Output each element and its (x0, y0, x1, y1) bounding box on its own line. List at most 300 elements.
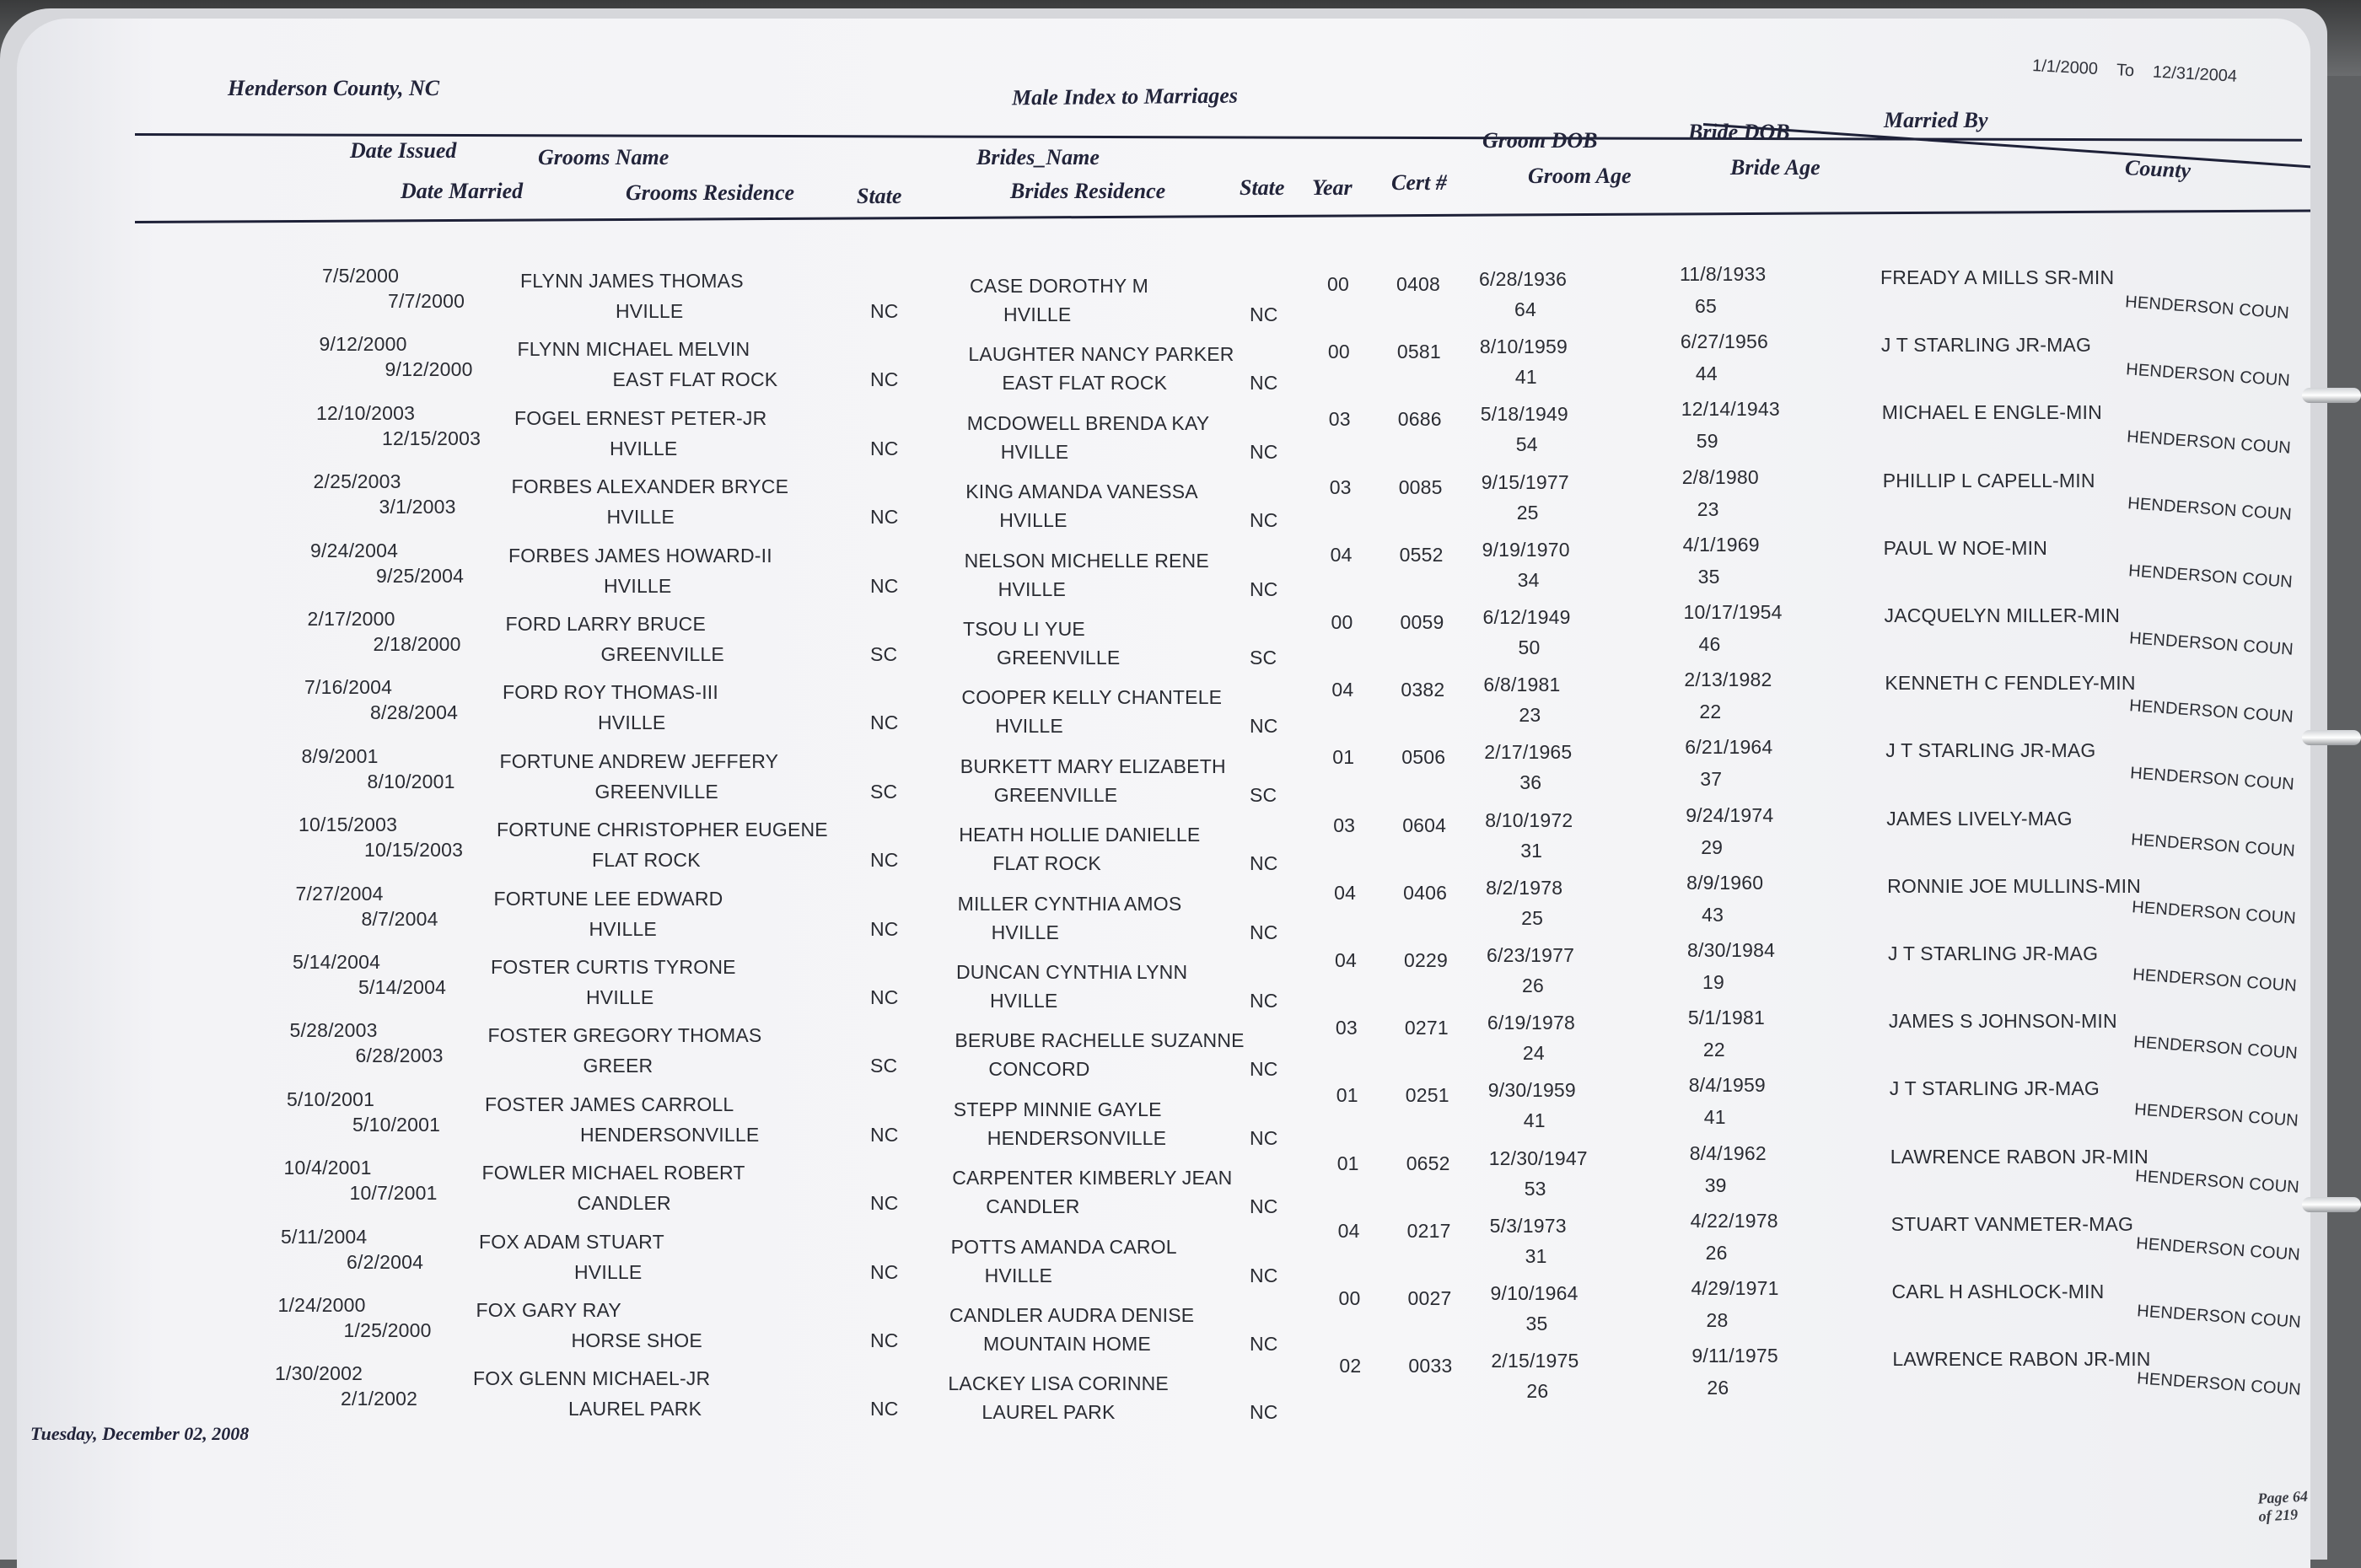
cell-groom-age: 26 (1522, 975, 1544, 996)
cell-date-married: 6/2/2004 (347, 1250, 424, 1273)
cell-groom-state: NC (870, 849, 899, 872)
cell-bride-name: CARPENTER KIMBERLY JEAN (952, 1167, 1233, 1189)
cell-groom-dob: 12/30/1947 (1488, 1146, 1588, 1169)
cell-date-married: 10/15/2003 (364, 839, 464, 862)
cell-groom-state: NC (870, 1192, 899, 1215)
cell-cert-number: 0552 (1399, 543, 1444, 566)
cell-groom-name: FORBES ALEXANDER BRYCE (511, 475, 789, 498)
cell-married-by: STUART VANMETER-MAG (1890, 1212, 2134, 1235)
col-bride-age: Bride Age (1730, 155, 1820, 180)
cell-county: HENDERSON COUN (2128, 696, 2295, 727)
cell-bride-name: DUNCAN CYNTHIA LYNN (956, 961, 1188, 983)
cell-married-by: PHILLIP L CAPELL-MIN (1882, 469, 2095, 491)
cell-bride-dob: 12/14/1943 (1681, 398, 1780, 421)
cell-date-married: 7/7/2000 (388, 290, 465, 312)
table-row (17, 1007, 2310, 1087)
cell-bride-age: 28 (1706, 1309, 1729, 1331)
cell-bride-age: 23 (1697, 497, 1719, 520)
cell-groom-residence: GREENVILLE (594, 780, 718, 803)
cell-groom-age: 36 (1519, 771, 1542, 794)
cell-date-issued: 7/5/2000 (322, 265, 400, 287)
cell-bride-state: NC (1250, 1126, 1278, 1149)
cell-groom-residence: HVILLE (604, 574, 672, 597)
col-groom-age: Groom Age (1528, 164, 1632, 188)
cell-bride-name: POTTS AMANDA CAROL (950, 1235, 1177, 1258)
cell-date-married: 6/28/2003 (355, 1044, 444, 1067)
cell-bride-state: NC (1250, 303, 1278, 325)
table-row (17, 265, 2310, 332)
cell-bride-state: NC (1250, 509, 1278, 532)
cell-year: 03 (1328, 408, 1351, 431)
cell-groom-name: FORD ROY THOMAS-III (503, 681, 718, 704)
cell-county: HENDERSON COUN (2135, 1234, 2301, 1265)
cell-bride-age: 19 (1702, 971, 1724, 993)
cell-groom-name: FOX GARY RAY (476, 1299, 621, 1321)
cell-groom-age: 25 (1521, 906, 1544, 929)
table-row (17, 939, 2310, 1018)
cell-year: 04 (1331, 679, 1354, 701)
cell-bride-residence: CONCORD (988, 1058, 1090, 1081)
cell-county: HENDERSON COUN (2134, 1167, 2300, 1198)
cell-married-by: CARL H ASHLOCK-MIN (1891, 1281, 2105, 1302)
cell-married-by: JACQUELYN MILLER-MIN (1884, 604, 2121, 626)
ledger-page (17, 19, 2310, 1568)
cell-bride-age: 39 (1704, 1173, 1727, 1196)
cell-bride-dob: 8/4/1959 (1688, 1074, 1766, 1097)
cell-bride-dob: 4/29/1971 (1691, 1277, 1779, 1299)
cell-married-by: LAWRENCE RABON JR-MIN (1890, 1145, 2149, 1168)
cell-year: 02 (1339, 1355, 1362, 1377)
cell-groom-name: FOSTER GREGORY THOMAS (487, 1024, 762, 1047)
cell-groom-residence: HORSE SHOE (571, 1329, 702, 1351)
cell-date-issued: 1/24/2000 (277, 1294, 366, 1316)
cell-married-by: LAWRENCE RABON JR-MIN (1892, 1348, 2151, 1371)
cell-date-married: 2/1/2002 (341, 1388, 418, 1410)
cell-bride-dob: 2/8/1980 (1681, 465, 1759, 488)
cell-bride-name: TSOU LI YUE (963, 618, 1085, 640)
cell-year: 03 (1333, 814, 1356, 836)
cell-county: HENDERSON COUN (2129, 763, 2295, 794)
cell-groom-state: NC (870, 1123, 899, 1146)
cell-married-by: J T STARLING JR-MAG (1888, 942, 2099, 964)
cell-bride-age: 37 (1700, 768, 1723, 791)
cell-date-married: 9/25/2004 (376, 564, 465, 587)
cell-groom-residence: HENDERSONVILLE (580, 1123, 760, 1146)
cell-date-married: 5/14/2004 (358, 976, 447, 998)
cell-cert-number: 0652 (1406, 1152, 1450, 1174)
cell-married-by: J T STARLING JR-MAG (1889, 1077, 2100, 1100)
cell-county: HENDERSON COUN (2131, 898, 2297, 928)
cell-married-by: KENNETH C FENDLEY-MIN (1885, 672, 2136, 695)
cell-groom-name: FOX ADAM STUART (479, 1230, 664, 1253)
cell-year: 04 (1334, 881, 1357, 904)
cell-married-by: JAMES S JOHNSON-MIN (1888, 1010, 2117, 1033)
col-groom-state: State (857, 184, 902, 208)
cell-cert-number: 0271 (1404, 1017, 1449, 1039)
cell-cert-number: 0382 (1401, 679, 1445, 701)
cell-bride-state: NC (1250, 715, 1278, 738)
cell-cert-number: 0217 (1406, 1219, 1451, 1242)
cell-groom-residence: HVILLE (616, 300, 684, 322)
cell-year: 04 (1335, 949, 1357, 971)
cell-cert-number: 0251 (1405, 1084, 1449, 1107)
cell-groom-age: 26 (1526, 1380, 1549, 1403)
cell-groom-state: NC (870, 437, 899, 459)
cell-married-by: JAMES LIVELY-MAG (1886, 807, 2073, 830)
cell-cert-number: 0085 (1398, 475, 1443, 498)
cell-groom-residence: HVILLE (574, 1260, 643, 1283)
col-bride-dob: Bride DOB (1688, 120, 1790, 144)
col-date-married: Date Married (401, 179, 524, 203)
cell-bride-state: NC (1250, 1058, 1278, 1081)
cell-date-issued: 5/11/2004 (281, 1225, 368, 1248)
cell-married-by: PAUL W NOE-MIN (1883, 536, 2048, 559)
cell-date-married: 5/10/2001 (352, 1113, 441, 1136)
cell-bride-residence: HVILLE (990, 990, 1058, 1012)
cell-county: HENDERSON COUN (2124, 293, 2290, 323)
cell-cert-number: 0406 (1403, 881, 1448, 904)
cell-bride-dob: 10/17/1954 (1683, 601, 1783, 623)
cell-bride-dob: 8/30/1984 (1687, 939, 1776, 961)
cell-cert-number: 0506 (1401, 746, 1446, 769)
cell-groom-name: FORTUNE LEE EDWARD (493, 887, 723, 910)
cell-date-married: 8/28/2004 (370, 701, 459, 724)
cell-bride-name: CANDLER AUDRA DENISE (949, 1304, 1195, 1326)
cell-cert-number: 0033 (1408, 1355, 1453, 1377)
cell-bride-state: NC (1250, 1264, 1278, 1286)
cell-county: HENDERSON COUN (2133, 1099, 2299, 1130)
cell-bride-residence: FLAT ROCK (992, 852, 1101, 875)
cell-groom-state: NC (870, 506, 899, 529)
binder-ring (2302, 730, 2361, 745)
cell-bride-age: 26 (1707, 1377, 1729, 1399)
report-county: Henderson County, NC (228, 76, 440, 100)
report-title: Male Index to Marriages (1011, 83, 1239, 110)
cell-county: HENDERSON COUN (2132, 965, 2298, 996)
col-year: Year (1312, 175, 1353, 200)
cell-bride-residence: HVILLE (998, 577, 1067, 600)
cell-bride-name: MCDOWELL BRENDA KAY (966, 411, 1210, 434)
cell-bride-state: SC (1250, 647, 1277, 669)
cell-groom-age: 50 (1518, 636, 1541, 658)
cell-bride-state: NC (1250, 990, 1278, 1012)
cell-date-issued: 5/14/2004 (293, 951, 381, 973)
cell-groom-dob: 5/3/1973 (1489, 1214, 1567, 1237)
range-end: 12/31/2004 (2152, 62, 2238, 86)
cell-groom-age: 24 (1522, 1042, 1545, 1065)
cell-year: 01 (1332, 746, 1355, 769)
table-row (17, 533, 2310, 607)
cell-bride-state: NC (1250, 372, 1278, 395)
cell-bride-dob: 4/22/1978 (1690, 1209, 1778, 1232)
cell-year: 00 (1327, 341, 1350, 363)
cell-date-married: 9/12/2000 (385, 358, 473, 381)
cell-county: HENDERSON COUN (2128, 629, 2294, 659)
cell-groom-residence: EAST FLAT ROCK (612, 368, 778, 391)
cell-groom-name: FORTUNE ANDREW JEFFERY (499, 749, 779, 772)
cell-bride-state: NC (1250, 1333, 1278, 1355)
cell-cert-number: 0604 (1402, 814, 1447, 836)
cell-groom-state: NC (870, 574, 899, 597)
cell-groom-state: NC (870, 986, 899, 1008)
cell-groom-age: 31 (1520, 839, 1543, 862)
cell-date-issued: 12/10/2003 (316, 401, 416, 424)
cell-county: HENDERSON COUN (2136, 1369, 2303, 1399)
col-cert: Cert # (1391, 170, 1447, 195)
cell-bride-residence: GREENVILLE (997, 647, 1121, 669)
cell-bride-dob: 2/13/1982 (1684, 669, 1772, 691)
cell-bride-residence: HVILLE (1000, 440, 1069, 463)
cell-bride-residence: HVILLE (999, 509, 1068, 532)
cell-bride-name: LACKEY LISA CORINNE (948, 1372, 1169, 1395)
cell-cert-number: 0229 (1404, 949, 1448, 971)
cell-groom-dob: 6/28/1936 (1479, 268, 1568, 290)
cell-bride-residence: LAUREL PARK (982, 1401, 1116, 1424)
col-brides-residence: Brides Residence (1010, 179, 1166, 203)
cell-date-issued: 5/28/2003 (289, 1019, 378, 1042)
cell-bride-dob: 11/8/1933 (1680, 263, 1767, 285)
cell-bride-residence: HVILLE (1003, 303, 1072, 325)
cell-bride-dob: 9/11/1975 (1691, 1345, 1778, 1367)
cell-groom-age: 64 (1514, 298, 1536, 320)
cell-date-married: 3/1/2003 (379, 496, 456, 518)
cell-year: 01 (1336, 1152, 1359, 1174)
cell-bride-age: 44 (1695, 362, 1718, 385)
footer-page-number: Page 64 of 219 (2256, 1487, 2309, 1525)
cell-year: 01 (1336, 1084, 1358, 1107)
cell-groom-name: FLYNN MICHAEL MELVIN (517, 338, 750, 361)
cell-date-married: 12/15/2003 (382, 427, 481, 449)
col-grooms-residence: Grooms Residence (626, 180, 795, 205)
cell-groom-residence: HVILLE (610, 437, 678, 459)
cell-groom-dob: 9/15/1977 (1481, 470, 1569, 493)
cell-groom-age: 54 (1515, 433, 1538, 456)
cell-groom-name: FOSTER JAMES CARROLL (485, 1093, 734, 1115)
cell-date-married: 10/7/2001 (349, 1182, 438, 1205)
cell-married-by: FREADY A MILLS SR-MIN (1880, 266, 2115, 288)
cell-county: HENDERSON COUN (2132, 1033, 2299, 1063)
cell-date-issued: 9/24/2004 (310, 539, 399, 561)
cell-groom-age: 41 (1523, 1109, 1546, 1132)
table-row (17, 871, 2310, 950)
cell-groom-dob: 9/19/1970 (1482, 538, 1570, 561)
col-county: County (2124, 154, 2192, 184)
marriage-records (17, 19, 2310, 1568)
cell-date-issued: 1/30/2002 (275, 1362, 363, 1385)
cell-groom-age: 41 (1514, 366, 1537, 389)
cell-date-issued: 7/16/2004 (304, 676, 393, 699)
cell-bride-age: 22 (1699, 701, 1722, 723)
cell-cert-number: 0027 (1407, 1287, 1452, 1309)
cell-bride-dob: 8/4/1962 (1689, 1141, 1767, 1164)
cell-married-by: J T STARLING JR-MAG (1880, 334, 2092, 357)
cell-county: HENDERSON COUN (2136, 1302, 2302, 1332)
cell-bride-age: 59 (1696, 430, 1718, 453)
table-row (17, 803, 2310, 881)
cell-groom-state: NC (870, 1398, 899, 1420)
cell-bride-name: CASE DOROTHY M (970, 275, 1148, 297)
cell-groom-state: SC (870, 643, 898, 665)
cell-groom-dob: 8/10/1972 (1485, 808, 1573, 831)
cell-groom-state: SC (870, 1055, 898, 1077)
cell-year: 03 (1329, 475, 1352, 498)
cell-bride-residence: CANDLER (986, 1195, 1080, 1218)
cell-year: 04 (1330, 543, 1353, 566)
binder-ring (2302, 388, 2361, 403)
col-grooms-name: Grooms Name (538, 145, 670, 169)
cell-date-issued: 10/4/2001 (283, 1157, 372, 1179)
cell-bride-age: 65 (1695, 295, 1717, 317)
cell-bride-state: NC (1250, 852, 1278, 875)
cell-groom-name: FORBES JAMES HOWARD-II (508, 544, 772, 567)
cell-date-married: 2/18/2000 (373, 633, 461, 655)
cell-county: HENDERSON COUN (2125, 360, 2291, 390)
cell-groom-residence: FLAT ROCK (592, 849, 701, 872)
cell-groom-age: 35 (1525, 1313, 1548, 1334)
col-married-by: Married By (1884, 108, 1988, 132)
table-row (17, 398, 2310, 470)
table-row (17, 736, 2310, 813)
cell-groom-dob: 5/18/1949 (1480, 403, 1568, 426)
cell-bride-state: SC (1250, 783, 1277, 806)
cell-bride-residence: HVILLE (984, 1264, 1053, 1286)
cell-groom-age: 25 (1516, 501, 1539, 524)
cell-groom-name: FLYNN JAMES THOMAS (520, 270, 744, 292)
footer-print-date: Tuesday, December 02, 2008 (30, 1423, 250, 1444)
cell-groom-residence: CANDLER (577, 1192, 671, 1215)
cell-bride-age: 22 (1702, 1039, 1725, 1061)
cell-county: HENDERSON COUN (2130, 830, 2296, 862)
cell-groom-dob: 6/19/1978 (1487, 1012, 1576, 1034)
cell-bride-residence: MOUNTAIN HOME (983, 1333, 1151, 1355)
cell-date-issued: 10/15/2003 (298, 814, 398, 836)
binder-ring (2302, 1197, 2361, 1212)
cell-groom-dob: 6/23/1977 (1487, 944, 1575, 966)
cell-year: 04 (1337, 1219, 1360, 1242)
cell-groom-name: FOX GLENN MICHAEL-JR (473, 1367, 711, 1390)
table-row (17, 330, 2310, 400)
cell-date-married: 8/10/2001 (367, 770, 455, 792)
cell-date-issued: 9/12/2000 (319, 333, 407, 356)
cell-bride-dob: 8/9/1960 (1686, 871, 1764, 894)
table-row (17, 669, 2310, 744)
cell-groom-name: FOSTER CURTIS TYRONE (491, 956, 736, 978)
cell-bride-name: COOPER KELLY CHANTELE (961, 686, 1223, 709)
cell-groom-state: NC (870, 300, 899, 322)
cell-year: 00 (1331, 611, 1353, 633)
cell-groom-age: 31 (1525, 1244, 1547, 1267)
cell-groom-residence: HVILLE (586, 986, 654, 1008)
cell-groom-age: 23 (1519, 704, 1541, 727)
cell-groom-state: NC (870, 1260, 899, 1283)
cell-county: HENDERSON COUN (2127, 561, 2294, 592)
cell-bride-name: KING AMANDA VANESSA (965, 481, 1198, 503)
cell-groom-state: SC (870, 780, 898, 803)
range-to: To (2116, 61, 2135, 81)
cell-bride-dob: 9/24/1974 (1686, 803, 1774, 826)
cell-groom-residence: HVILLE (589, 917, 657, 940)
cell-groom-name: FOGEL ERNEST PETER-JR (514, 406, 767, 429)
cell-bride-age: 35 (1697, 565, 1720, 588)
cell-groom-state: NC (870, 712, 899, 734)
cell-groom-name: FORD LARRY BRUCE (505, 613, 707, 635)
cell-married-by: MICHAEL E ENGLE-MIN (1881, 401, 2102, 424)
cell-bride-name: HEATH HOLLIE DANIELLE (959, 824, 1201, 846)
cell-date-issued: 5/10/2001 (287, 1087, 375, 1110)
cell-groom-residence: HVILLE (606, 506, 675, 529)
cell-bride-residence: EAST FLAT ROCK (1002, 372, 1168, 395)
cell-date-issued: 7/27/2004 (295, 882, 384, 905)
cell-groom-residence: GREENVILLE (600, 643, 724, 665)
table-row (17, 601, 2310, 675)
cell-year: 00 (1338, 1287, 1361, 1309)
cell-bride-state: NC (1250, 1195, 1278, 1218)
cell-bride-age: 43 (1702, 903, 1724, 926)
cell-groom-dob: 8/10/1959 (1479, 336, 1568, 358)
cell-date-issued: 8/9/2001 (301, 744, 379, 767)
col-date-issued: Date Issued (350, 138, 457, 163)
cell-groom-state: NC (870, 368, 899, 391)
cell-bride-state: NC (1250, 440, 1278, 463)
cell-groom-dob: 9/10/1964 (1490, 1282, 1578, 1304)
cell-bride-age: 41 (1703, 1106, 1726, 1129)
cell-groom-dob: 8/2/1978 (1486, 876, 1563, 899)
cell-bride-age: 29 (1701, 835, 1724, 858)
cell-cert-number: 0059 (1400, 611, 1444, 633)
cell-groom-state: NC (870, 917, 899, 940)
cell-groom-age: 34 (1517, 568, 1540, 591)
cell-bride-residence: GREENVILLE (993, 783, 1118, 806)
cell-date-married: 1/25/2000 (343, 1319, 432, 1341)
cell-groom-residence: HVILLE (598, 712, 666, 734)
cell-bride-residence: HENDERSONVILLE (987, 1126, 1167, 1149)
cell-groom-dob: 2/17/1965 (1484, 741, 1573, 764)
cell-county: HENDERSON COUN (2127, 494, 2293, 525)
cell-groom-residence: GREER (583, 1055, 653, 1077)
cell-bride-dob: 6/21/1964 (1685, 736, 1773, 759)
cell-bride-state: NC (1250, 1401, 1278, 1424)
cell-year: 03 (1335, 1017, 1358, 1039)
cell-groom-name: FOWLER MICHAEL ROBERT (481, 1162, 745, 1184)
cell-bride-age: 26 (1705, 1241, 1728, 1264)
cell-bride-residence: HVILLE (991, 921, 1060, 943)
cell-bride-age: 46 (1698, 633, 1721, 655)
cell-bride-name: LAUGHTER NANCY PARKER (968, 343, 1234, 366)
cell-bride-name: STEPP MINNIE GAYLE (953, 1098, 1162, 1120)
cell-groom-state: NC (870, 1329, 899, 1351)
cell-bride-name: MILLER CYNTHIA AMOS (957, 892, 1182, 915)
col-groom-dob: Groom DOB (1482, 128, 1598, 153)
col-brides-name: Brides_Name (976, 145, 1100, 169)
table-row (17, 465, 2310, 538)
cell-date-married: 8/7/2004 (361, 907, 438, 930)
cell-bride-dob: 4/1/1969 (1682, 533, 1760, 556)
cell-bride-state: NC (1250, 577, 1278, 600)
cell-groom-age: 53 (1524, 1177, 1546, 1200)
cell-bride-residence: HVILLE (995, 715, 1063, 738)
cell-married-by: J T STARLING JR-MAG (1885, 739, 2096, 762)
cell-groom-dob: 6/12/1949 (1482, 606, 1571, 628)
cell-date-issued: 2/17/2000 (307, 608, 395, 630)
cell-cert-number: 0686 (1397, 408, 1442, 431)
range-start: 1/1/2000 (2031, 56, 2099, 79)
cell-date-issued: 2/25/2003 (313, 470, 401, 493)
cell-cert-number: 0581 (1396, 341, 1441, 363)
cell-groom-dob: 9/30/1959 (1487, 1079, 1576, 1102)
cell-groom-dob: 2/15/1975 (1491, 1350, 1579, 1372)
col-bride-state: State (1240, 175, 1285, 200)
cell-bride-name: NELSON MICHELLE RENE (964, 549, 1209, 572)
